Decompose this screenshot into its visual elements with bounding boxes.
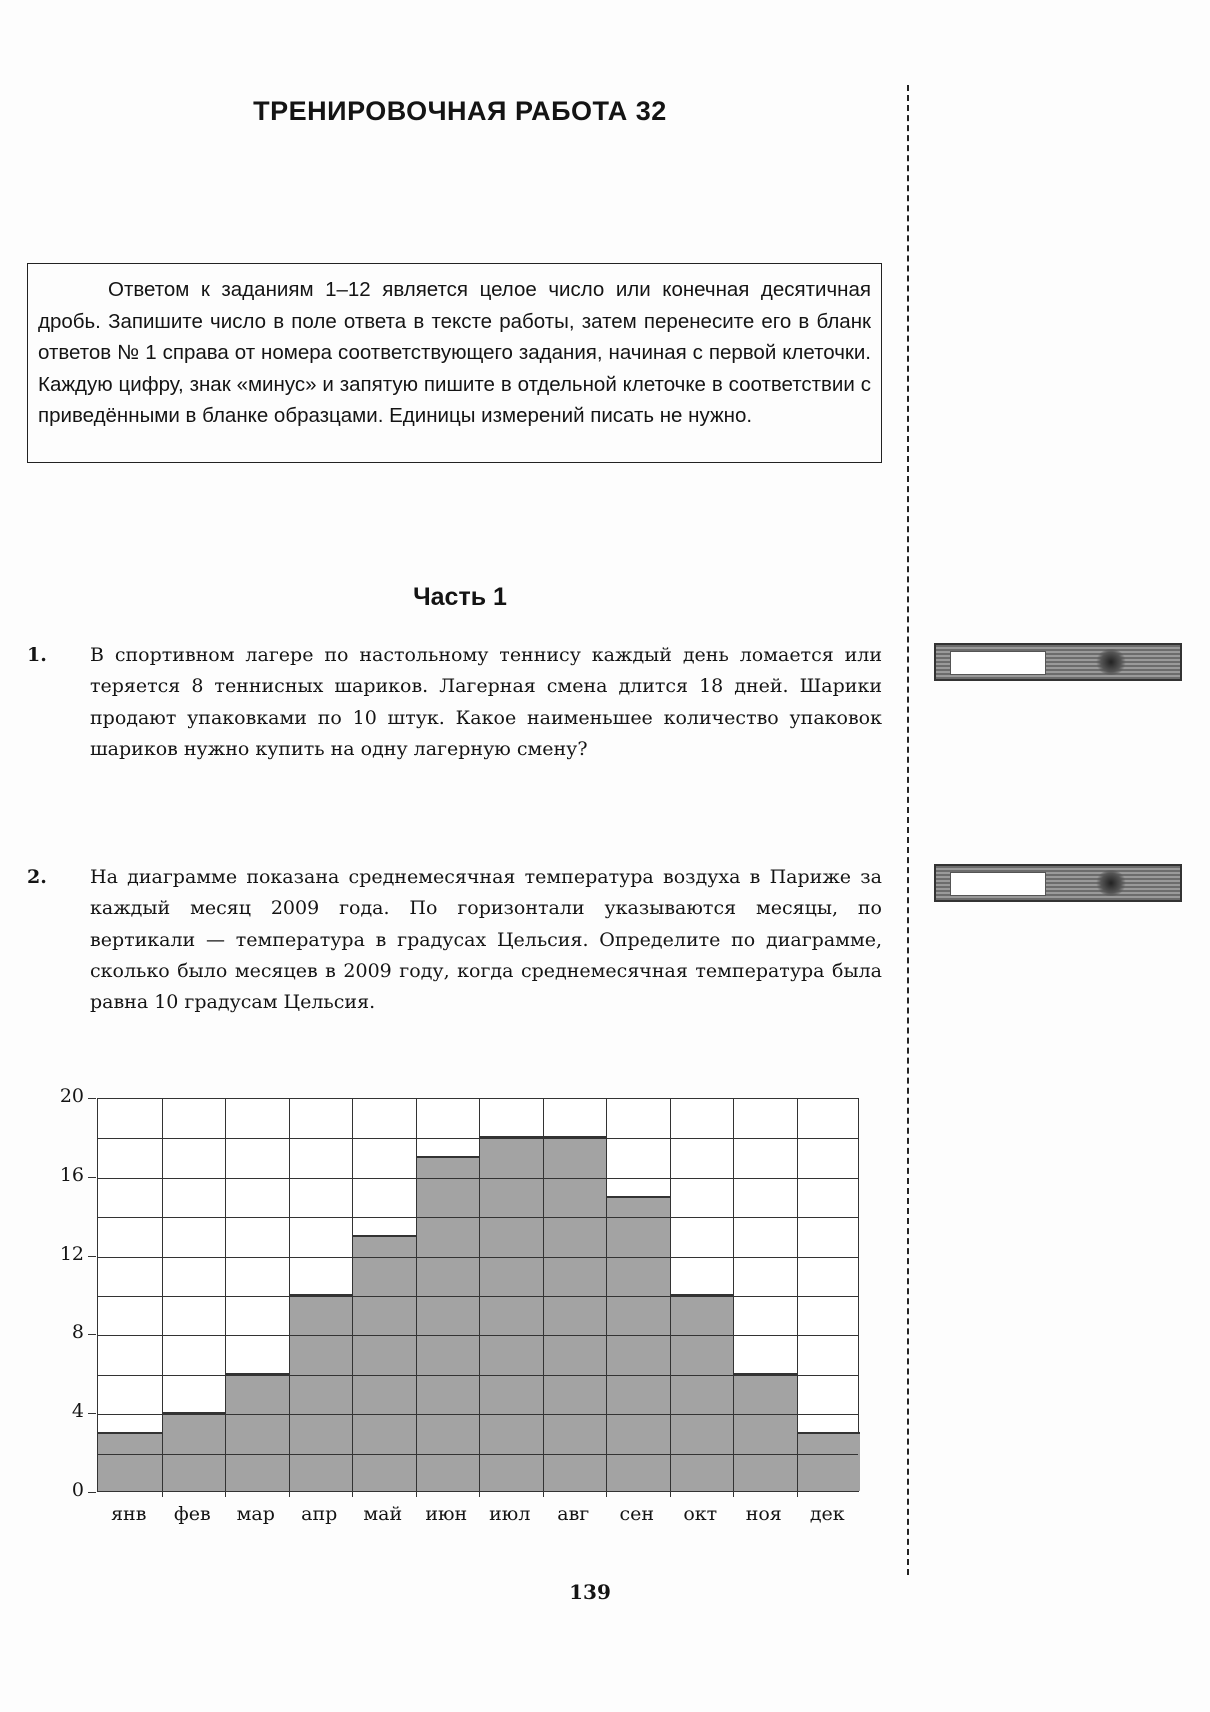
x-axis-month-label: сен — [619, 1503, 655, 1525]
chart-bar — [162, 1412, 226, 1491]
grid-line-vertical — [670, 1099, 671, 1497]
grid-line-horizontal — [98, 1257, 858, 1258]
task-text: В спортивном лагере по настольному теннису каждый день ломается или теряется 8 теннисных шариков. Лагерная смена длится 18 дней. Шарики продают упаковками по 10 штук. Какое наименьшее количество упаковок шариков нужно купить на одну лагерную смену? — [90, 644, 882, 760]
x-axis-month-label: ноя — [745, 1503, 782, 1525]
grid-line-vertical — [606, 1099, 607, 1497]
x-axis-month-label: май — [363, 1503, 403, 1525]
instructions-text: Ответом к заданиям 1–12 является целое число или конечная десятичная дробь. Запишите число в поле ответа в тексте работы, затем перенесите его в бланк ответов № 1 справа от номера соответствующего задания, начиная с первой клеточки. Каждую цифру, знак «минус» и запятую пишите в отдельной клеточке в соответствии с приведёнными в бланке образцами. Единицы измерений писать не нужно. — [38, 278, 871, 427]
part-title: Часть 1 — [413, 583, 507, 611]
grid-line-horizontal — [98, 1178, 858, 1179]
chart-bar — [416, 1156, 480, 1491]
cut-line-divider — [907, 85, 909, 1575]
y-axis-tick-mark — [88, 1492, 96, 1493]
chart-bar — [670, 1294, 734, 1491]
y-axis-tick-label: 12 — [59, 1242, 84, 1265]
y-axis-tick-mark — [88, 1256, 96, 1257]
grid-line-horizontal — [98, 1138, 858, 1139]
y-axis-tick-label: 4 — [71, 1400, 84, 1423]
answer-box-2 — [934, 864, 1182, 902]
y-axis-tick-label: 20 — [59, 1085, 84, 1107]
x-axis-month-label: фев — [173, 1503, 211, 1525]
instructions-box — [27, 263, 882, 463]
x-axis-month-label: авг — [557, 1503, 590, 1525]
page-number: 139 — [569, 1580, 611, 1604]
grid-line-horizontal — [98, 1217, 858, 1218]
grid-line-horizontal — [98, 1375, 858, 1376]
x-axis-month-label: дек — [809, 1503, 845, 1525]
answer-field-2[interactable] — [950, 872, 1046, 896]
grid-line-vertical — [543, 1099, 544, 1497]
y-axis-tick-mark — [88, 1413, 96, 1414]
chart-bar — [225, 1373, 289, 1491]
y-axis-tick-mark — [88, 1098, 96, 1099]
x-axis-month-label: июл — [489, 1503, 531, 1525]
task-text: На диаграмме показана среднемесячная температура воздуха в Париже за каждый месяц 2009 года. По горизонтали указываются месяцы, по вертикали — температура в градусах Цельсия. Определите по диаграмме, сколько было месяцев в 2009 году, когда среднемесячная температура была равна 10 градусам Цельсия. — [90, 866, 882, 1014]
chart-bar — [289, 1294, 353, 1491]
chart-bar — [797, 1432, 861, 1491]
x-axis-month-label: янв — [111, 1503, 147, 1525]
grid-line-vertical — [162, 1099, 163, 1497]
grid-line-vertical — [225, 1099, 226, 1497]
chart-bar — [543, 1136, 607, 1491]
y-axis-tick-label: 16 — [59, 1163, 84, 1186]
grid-line-vertical — [733, 1099, 734, 1497]
chart-bar — [733, 1373, 797, 1491]
chart-bar — [606, 1196, 670, 1492]
y-axis-tick-mark — [88, 1177, 96, 1178]
grid-line-horizontal — [98, 1414, 858, 1415]
y-axis-tick-mark — [88, 1334, 96, 1335]
y-axis-tick-label: 0 — [71, 1479, 84, 1501]
grid-line-horizontal — [98, 1454, 858, 1455]
grid-line-horizontal — [98, 1335, 858, 1336]
page-title: ТРЕНИРОВОЧНАЯ РАБОТА 32 — [253, 96, 667, 126]
chart-plot-area — [97, 1098, 859, 1492]
chart-bar — [98, 1432, 162, 1491]
chart-bar — [479, 1136, 543, 1491]
scan-blot-icon — [1096, 870, 1126, 896]
answer-box-1 — [934, 643, 1182, 681]
chart-bar — [352, 1235, 416, 1491]
y-axis-tick-label: 8 — [71, 1321, 84, 1344]
grid-line-vertical — [797, 1099, 798, 1497]
scan-blot-icon — [1096, 649, 1126, 675]
x-axis-month-label: окт — [683, 1503, 718, 1525]
grid-line-vertical — [289, 1099, 290, 1497]
x-axis-month-label: мар — [236, 1503, 275, 1525]
task-number: 1. — [27, 644, 47, 666]
x-axis-month-label: апр — [301, 1503, 338, 1525]
temperature-bar-chart — [40, 1080, 880, 1540]
grid-line-horizontal — [98, 1296, 858, 1297]
grid-line-vertical — [416, 1099, 417, 1497]
grid-line-vertical — [352, 1099, 353, 1497]
answer-field-1[interactable] — [950, 651, 1046, 675]
x-axis-month-label: июн — [425, 1503, 468, 1525]
task-number: 2. — [27, 866, 47, 888]
grid-line-vertical — [479, 1099, 480, 1497]
